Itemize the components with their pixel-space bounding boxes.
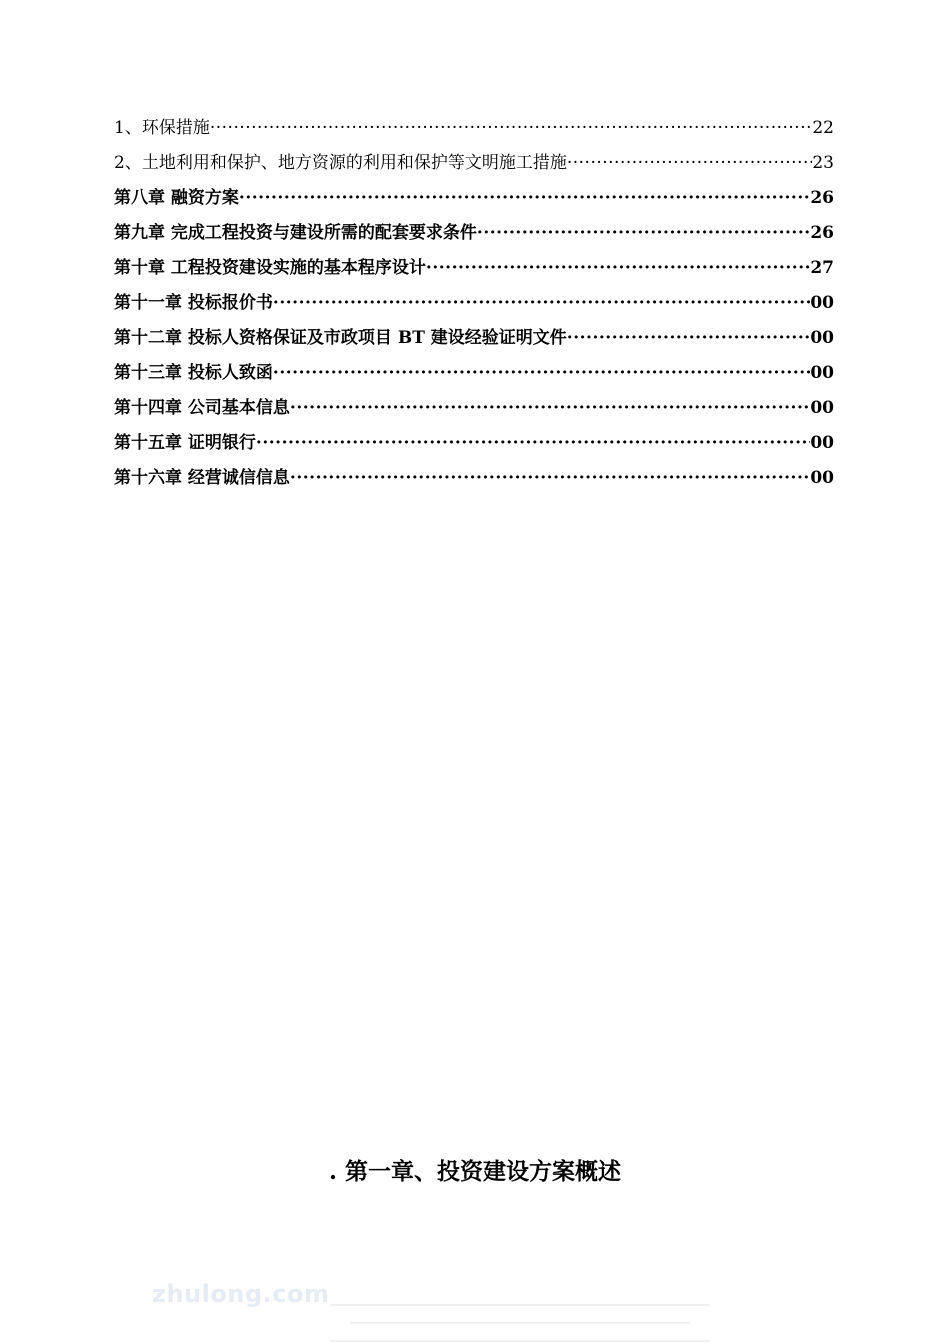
toc-entry[interactable] <box>114 182 834 217</box>
toc-entry-page: 00 <box>810 363 834 383</box>
toc-entry[interactable] <box>114 322 834 357</box>
toc-dot-leader <box>256 427 810 459</box>
toc-entry-page: 00 <box>810 328 834 348</box>
toc-entry-title: 第十章 工程投资建设实施的基本程序设计 <box>114 258 426 278</box>
toc-entry-line <box>114 392 834 424</box>
toc-entry-line <box>114 182 834 214</box>
toc-entry[interactable] <box>114 287 834 322</box>
toc-entry[interactable] <box>114 252 834 287</box>
toc-entry-line <box>114 357 834 389</box>
toc-entry-line <box>114 112 834 144</box>
toc-entry[interactable] <box>114 427 834 462</box>
toc-entry-title: 2、土地利用和保护、地方资源的利用和保护等文明施工措施 <box>114 153 567 173</box>
toc-dot-leader <box>273 287 810 319</box>
toc-entry[interactable] <box>114 147 834 182</box>
watermark-logo: zhulong.com <box>152 1280 330 1308</box>
toc-dot-leader <box>567 147 813 179</box>
toc-entry-line <box>114 217 834 249</box>
chapter-heading: . 第一章、投资建设方案概述 <box>328 1158 621 1185</box>
toc-dot-leader <box>239 182 810 214</box>
toc-entry[interactable] <box>114 392 834 427</box>
toc-entry[interactable] <box>114 462 834 497</box>
toc-entry-title: 第十一章 投标报价书 <box>114 293 273 313</box>
toc-dot-leader <box>273 357 810 389</box>
toc-entry-title: 第十三章 投标人致函 <box>114 363 273 383</box>
toc-entry[interactable] <box>114 357 834 392</box>
toc-entry-page: 00 <box>810 433 834 453</box>
table-of-contents <box>114 112 834 497</box>
toc-entry-line <box>114 147 834 179</box>
toc-entry-title: 第十四章 公司基本信息 <box>114 398 290 418</box>
faint-bleed-through-lines <box>330 1300 710 1344</box>
toc-dot-leader <box>426 252 810 284</box>
toc-entry-line <box>114 322 834 354</box>
toc-dot-leader <box>290 392 810 424</box>
toc-entry-page: 00 <box>810 398 834 418</box>
toc-entry-title: 第九章 完成工程投资与建设所需的配套要求条件 <box>114 223 477 243</box>
toc-entry-page: 00 <box>810 293 834 313</box>
toc-entry-title: 1、环保措施 <box>114 118 210 138</box>
toc-dot-leader <box>290 462 810 494</box>
toc-entry-line <box>114 427 834 459</box>
toc-entry-title: 第八章 融资方案 <box>114 188 239 208</box>
toc-entry-page: 00 <box>810 468 834 488</box>
toc-entry-line <box>114 252 834 284</box>
toc-dot-leader <box>567 322 811 354</box>
toc-entry-page: 23 <box>812 153 834 173</box>
toc-dot-leader <box>210 112 813 144</box>
toc-entry-title: 第十五章 证明银行 <box>114 433 256 453</box>
toc-entry-title: 第十二章 投标人资格保证及市政项目 BT 建设经验证明文件 <box>114 328 567 348</box>
toc-dot-leader <box>477 217 810 249</box>
toc-entry-page: 22 <box>812 118 834 138</box>
toc-entry-line <box>114 462 834 494</box>
toc-entry-line <box>114 287 834 319</box>
toc-entry-page: 27 <box>810 258 834 278</box>
toc-entry-page: 26 <box>810 223 834 243</box>
toc-entry[interactable] <box>114 217 834 252</box>
toc-entry[interactable] <box>114 112 834 147</box>
toc-entry-page: 26 <box>810 188 834 208</box>
toc-entry-title: 第十六章 经营诚信信息 <box>114 468 290 488</box>
